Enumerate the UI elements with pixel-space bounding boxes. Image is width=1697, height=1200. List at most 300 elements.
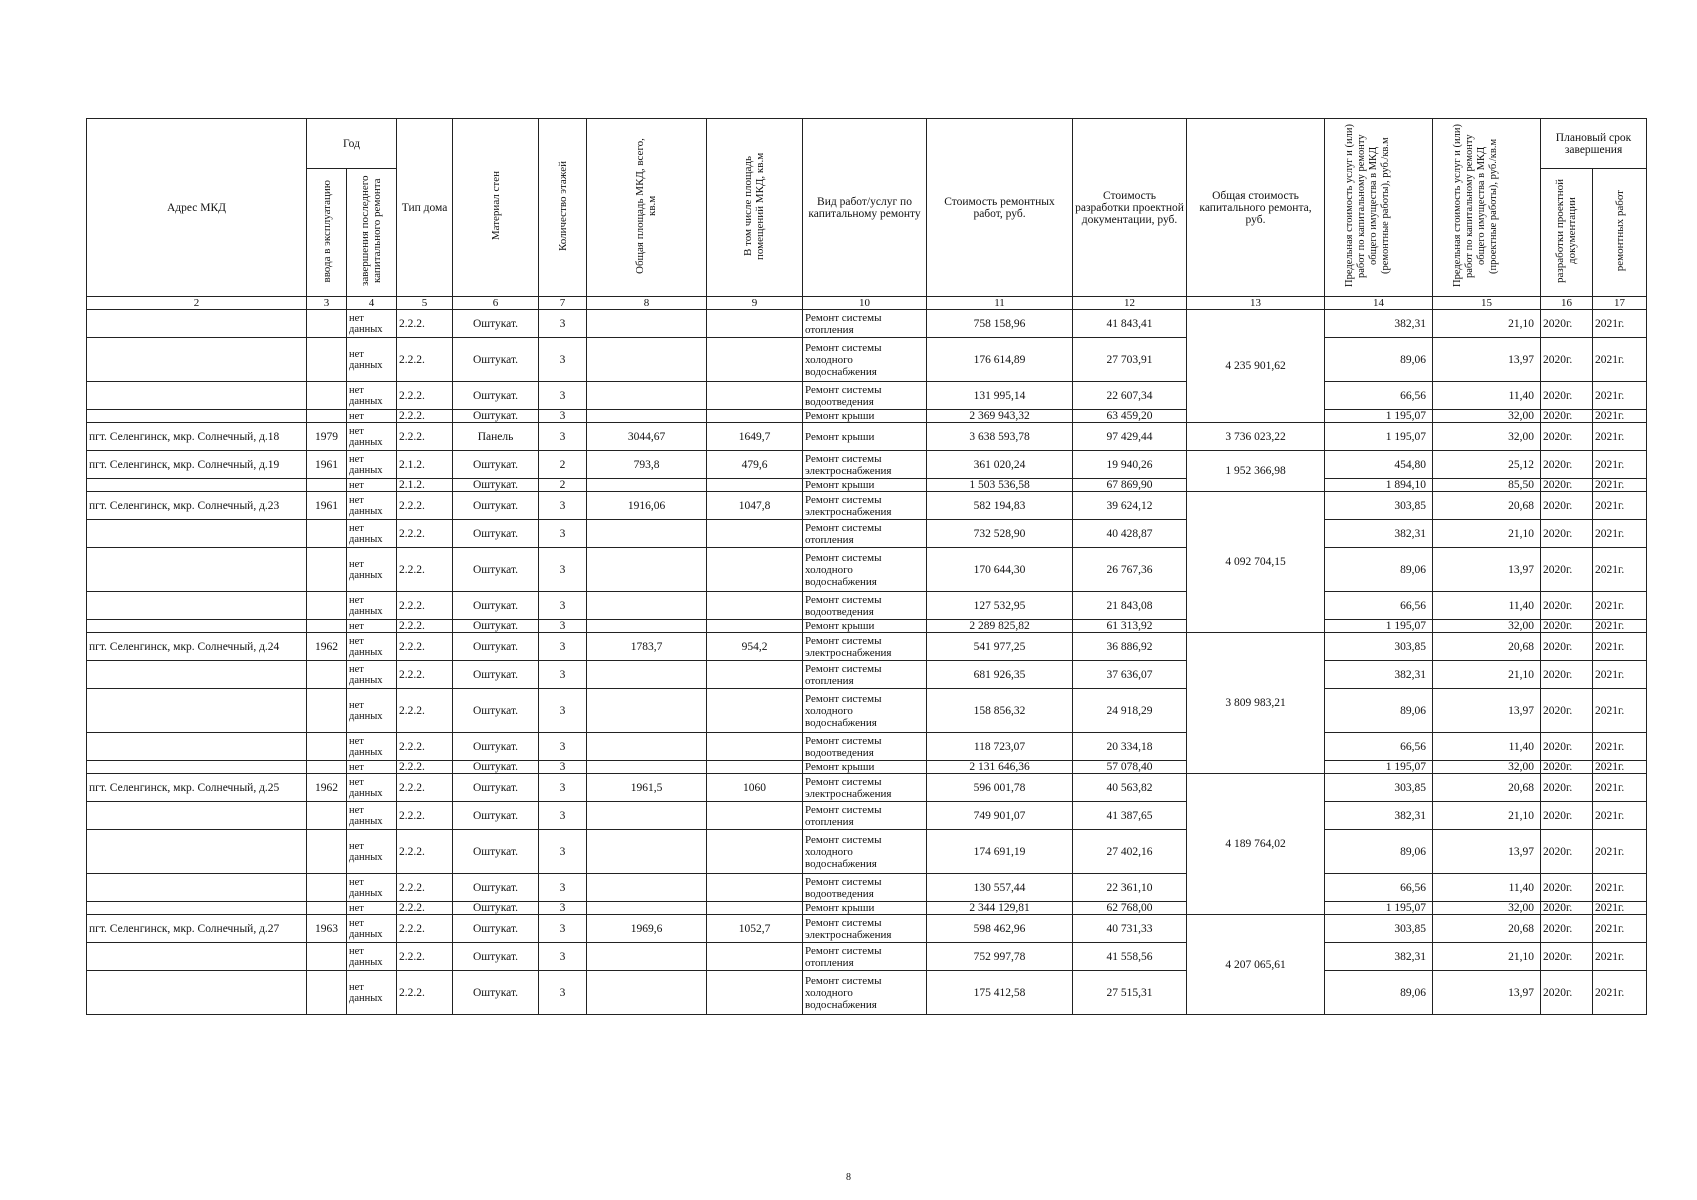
repair-cost-cell: 681 926,35 xyxy=(927,661,1073,689)
table-row xyxy=(87,592,1647,620)
table-row xyxy=(87,971,1647,1015)
house-type-cell: 2.2.2. xyxy=(397,310,453,338)
house-type-cell: 2.2.2. xyxy=(397,382,453,410)
floors-cell: 3 xyxy=(539,943,587,971)
column-number-row xyxy=(87,297,1647,310)
design-cost-cell: 41 558,56 xyxy=(1073,943,1187,971)
deadline-repair-cell: 2021г. xyxy=(1593,492,1647,520)
column-number: 3 xyxy=(307,297,347,310)
wall-material-cell: Оштукат. xyxy=(453,802,539,830)
total-cost-cell: 4 235 901,62 xyxy=(1187,310,1325,423)
total-area-cell xyxy=(587,592,707,620)
wall-material-cell: Оштукат. xyxy=(453,774,539,802)
year-commission-cell: 1979 xyxy=(307,423,347,451)
work-type-cell: Ремонт системы холодного водоснабжения xyxy=(803,689,927,733)
deadline-design-cell: 2020г. xyxy=(1541,830,1593,874)
house-type-cell: 2.2.2. xyxy=(397,689,453,733)
year-commission-cell xyxy=(307,971,347,1015)
wall-material-cell: Оштукат. xyxy=(453,592,539,620)
column-number: 9 xyxy=(707,297,803,310)
year-last-repair-cell: нет данных xyxy=(347,633,397,661)
house-type-cell: 2.2.2. xyxy=(397,492,453,520)
design-cost-cell: 27 515,31 xyxy=(1073,971,1187,1015)
year-commission-cell xyxy=(307,382,347,410)
floors-cell: 3 xyxy=(539,520,587,548)
table-row xyxy=(87,774,1647,802)
column-number: 4 xyxy=(347,297,397,310)
deadline-design-cell: 2020г. xyxy=(1541,971,1593,1015)
repair-cost-cell: 130 557,44 xyxy=(927,874,1073,902)
table-row xyxy=(87,874,1647,902)
wall-material-cell: Оштукат. xyxy=(453,492,539,520)
design-cost-cell: 41 387,65 xyxy=(1073,802,1187,830)
premises-area-cell: 1060 xyxy=(707,774,803,802)
deadline-repair-cell: 2021г. xyxy=(1593,410,1647,423)
address-cell xyxy=(87,902,307,915)
wall-material-cell: Оштукат. xyxy=(453,382,539,410)
repair-cost-cell: 127 532,95 xyxy=(927,592,1073,620)
limit-repair-cell: 303,85 xyxy=(1325,774,1433,802)
year-commission-cell: 1961 xyxy=(307,492,347,520)
floors-cell: 3 xyxy=(539,874,587,902)
column-number: 12 xyxy=(1073,297,1187,310)
column-number: 11 xyxy=(927,297,1073,310)
address-cell xyxy=(87,761,307,774)
year-last-repair-cell: нет данных xyxy=(347,971,397,1015)
total-area-cell xyxy=(587,310,707,338)
design-cost-cell: 40 731,33 xyxy=(1073,915,1187,943)
column-number: 10 xyxy=(803,297,927,310)
repair-plan-sheet xyxy=(86,118,1646,1015)
limit-repair-cell: 1 894,10 xyxy=(1325,479,1433,492)
deadline-design-cell: 2020г. xyxy=(1541,733,1593,761)
limit-design-cell: 20,68 xyxy=(1433,492,1541,520)
deadline-design-cell: 2020г. xyxy=(1541,520,1593,548)
premises-area-cell: 1649,7 xyxy=(707,423,803,451)
limit-design-cell: 11,40 xyxy=(1433,382,1541,410)
year-commission-cell xyxy=(307,620,347,633)
floors-cell: 3 xyxy=(539,410,587,423)
address-cell xyxy=(87,874,307,902)
address-cell xyxy=(87,943,307,971)
year-last-repair-cell: нет данных xyxy=(347,338,397,382)
year-commission-cell xyxy=(307,874,347,902)
address-cell xyxy=(87,338,307,382)
table-row xyxy=(87,633,1647,661)
deadline-repair-cell: 2021г. xyxy=(1593,451,1647,479)
design-cost-cell: 40 428,87 xyxy=(1073,520,1187,548)
total-area-cell xyxy=(587,874,707,902)
floors-cell: 3 xyxy=(539,915,587,943)
address-cell xyxy=(87,479,307,492)
work-type-cell: Ремонт крыши xyxy=(803,479,927,492)
table-row xyxy=(87,761,1647,774)
wall-material-cell: Оштукат. xyxy=(453,451,539,479)
repair-cost-cell: 118 723,07 xyxy=(927,733,1073,761)
address-cell xyxy=(87,592,307,620)
column-number: 8 xyxy=(587,297,707,310)
limit-repair-cell: 1 195,07 xyxy=(1325,902,1433,915)
table-row xyxy=(87,733,1647,761)
house-type-cell: 2.2.2. xyxy=(397,633,453,661)
year-commission-cell xyxy=(307,410,347,423)
house-type-cell: 2.2.2. xyxy=(397,830,453,874)
limit-design-cell: 11,40 xyxy=(1433,733,1541,761)
work-type-cell: Ремонт системы отопления xyxy=(803,661,927,689)
repair-cost-cell: 176 614,89 xyxy=(927,338,1073,382)
address-cell xyxy=(87,520,307,548)
repair-cost-cell: 758 158,96 xyxy=(927,310,1073,338)
deadline-repair-cell: 2021г. xyxy=(1593,902,1647,915)
premises-area-cell xyxy=(707,310,803,338)
work-type-cell: Ремонт системы электроснабжения xyxy=(803,915,927,943)
limit-design-cell: 21,10 xyxy=(1433,802,1541,830)
repair-plan-table xyxy=(86,118,1647,1015)
work-type-cell: Ремонт системы водоотведения xyxy=(803,874,927,902)
header-deadline-group: Плановый срок завершения xyxy=(1541,119,1647,169)
limit-repair-cell: 303,85 xyxy=(1325,492,1433,520)
design-cost-cell: 97 429,44 xyxy=(1073,423,1187,451)
year-last-repair-cell: нет данных xyxy=(347,733,397,761)
house-type-cell: 2.1.2. xyxy=(397,479,453,492)
premises-area-cell: 954,2 xyxy=(707,633,803,661)
deadline-repair-cell: 2021г. xyxy=(1593,592,1647,620)
deadline-design-cell: 2020г. xyxy=(1541,592,1593,620)
deadline-repair-cell: 2021г. xyxy=(1593,633,1647,661)
limit-design-cell: 32,00 xyxy=(1433,761,1541,774)
repair-cost-cell: 582 194,83 xyxy=(927,492,1073,520)
year-last-repair-cell: нет данных xyxy=(347,423,397,451)
limit-design-cell: 21,10 xyxy=(1433,520,1541,548)
total-area-cell xyxy=(587,479,707,492)
deadline-design-cell: 2020г. xyxy=(1541,382,1593,410)
design-cost-cell: 27 402,16 xyxy=(1073,830,1187,874)
deadline-repair-cell: 2021г. xyxy=(1593,689,1647,733)
year-last-repair-cell: нет xyxy=(347,902,397,915)
year-last-repair-cell: нет данных xyxy=(347,520,397,548)
limit-repair-cell: 89,06 xyxy=(1325,971,1433,1015)
table-row xyxy=(87,548,1647,592)
house-type-cell: 2.2.2. xyxy=(397,902,453,915)
year-commission-cell xyxy=(307,548,347,592)
header-house-type: Тип дома xyxy=(397,119,453,297)
limit-repair-cell: 1 195,07 xyxy=(1325,410,1433,423)
deadline-design-cell: 2020г. xyxy=(1541,310,1593,338)
total-area-cell: 1961,5 xyxy=(587,774,707,802)
total-cost-cell: 4 189 764,02 xyxy=(1187,774,1325,915)
deadline-repair-cell: 2021г. xyxy=(1593,943,1647,971)
limit-repair-cell: 89,06 xyxy=(1325,830,1433,874)
column-number: 16 xyxy=(1541,297,1593,310)
header-deadline-repair: ремонтных работ xyxy=(1593,169,1647,297)
limit-design-cell: 21,10 xyxy=(1433,310,1541,338)
house-type-cell: 2.2.2. xyxy=(397,774,453,802)
design-cost-cell: 67 869,90 xyxy=(1073,479,1187,492)
total-area-cell xyxy=(587,943,707,971)
year-commission-cell xyxy=(307,761,347,774)
limit-repair-cell: 382,31 xyxy=(1325,520,1433,548)
repair-cost-cell: 598 462,96 xyxy=(927,915,1073,943)
year-last-repair-cell: нет данных xyxy=(347,548,397,592)
limit-design-cell: 13,97 xyxy=(1433,548,1541,592)
work-type-cell: Ремонт системы водоотведения xyxy=(803,733,927,761)
design-cost-cell: 36 886,92 xyxy=(1073,633,1187,661)
column-number: 13 xyxy=(1187,297,1325,310)
year-last-repair-cell: нет данных xyxy=(347,774,397,802)
limit-design-cell: 13,97 xyxy=(1433,338,1541,382)
premises-area-cell xyxy=(707,338,803,382)
header-deadline-design: разработки проектной документации xyxy=(1541,169,1593,297)
work-type-cell: Ремонт системы холодного водоснабжения xyxy=(803,971,927,1015)
wall-material-cell: Оштукат. xyxy=(453,761,539,774)
house-type-cell: 2.2.2. xyxy=(397,943,453,971)
address-cell: пгт. Селенгинск, мкр. Солнечный, д.23 xyxy=(87,492,307,520)
year-commission-cell: 1962 xyxy=(307,633,347,661)
wall-material-cell: Оштукат. xyxy=(453,915,539,943)
repair-cost-cell: 170 644,30 xyxy=(927,548,1073,592)
work-type-cell: Ремонт крыши xyxy=(803,761,927,774)
wall-material-cell: Оштукат. xyxy=(453,943,539,971)
design-cost-cell: 39 624,12 xyxy=(1073,492,1187,520)
repair-cost-cell: 175 412,58 xyxy=(927,971,1073,1015)
premises-area-cell xyxy=(707,902,803,915)
premises-area-cell xyxy=(707,761,803,774)
total-area-cell xyxy=(587,802,707,830)
wall-material-cell: Оштукат. xyxy=(453,874,539,902)
limit-repair-cell: 382,31 xyxy=(1325,943,1433,971)
total-area-cell xyxy=(587,830,707,874)
limit-repair-cell: 303,85 xyxy=(1325,915,1433,943)
deadline-design-cell: 2020г. xyxy=(1541,689,1593,733)
table-row xyxy=(87,689,1647,733)
year-commission-cell xyxy=(307,592,347,620)
premises-area-cell xyxy=(707,620,803,633)
limit-design-cell: 13,97 xyxy=(1433,830,1541,874)
deadline-design-cell: 2020г. xyxy=(1541,874,1593,902)
limit-repair-cell: 66,56 xyxy=(1325,592,1433,620)
floors-cell: 3 xyxy=(539,902,587,915)
year-commission-cell xyxy=(307,802,347,830)
repair-cost-cell: 2 289 825,82 xyxy=(927,620,1073,633)
address-cell xyxy=(87,410,307,423)
column-number: 7 xyxy=(539,297,587,310)
premises-area-cell xyxy=(707,971,803,1015)
wall-material-cell: Оштукат. xyxy=(453,479,539,492)
design-cost-cell: 26 767,36 xyxy=(1073,548,1187,592)
deadline-repair-cell: 2021г. xyxy=(1593,761,1647,774)
total-area-cell: 1916,06 xyxy=(587,492,707,520)
address-cell xyxy=(87,689,307,733)
work-type-cell: Ремонт системы отопления xyxy=(803,802,927,830)
design-cost-cell: 27 703,91 xyxy=(1073,338,1187,382)
year-last-repair-cell: нет данных xyxy=(347,382,397,410)
work-type-cell: Ремонт системы холодного водоснабжения xyxy=(803,338,927,382)
address-cell: пгт. Селенгинск, мкр. Солнечный, д.27 xyxy=(87,915,307,943)
deadline-design-cell: 2020г. xyxy=(1541,492,1593,520)
work-type-cell: Ремонт системы электроснабжения xyxy=(803,451,927,479)
limit-repair-cell: 66,56 xyxy=(1325,733,1433,761)
wall-material-cell: Оштукат. xyxy=(453,520,539,548)
deadline-repair-cell: 2021г. xyxy=(1593,310,1647,338)
deadline-design-cell: 2020г. xyxy=(1541,451,1593,479)
deadline-design-cell: 2020г. xyxy=(1541,620,1593,633)
address-cell xyxy=(87,802,307,830)
work-type-cell: Ремонт системы холодного водоснабжения xyxy=(803,548,927,592)
address-cell: пгт. Селенгинск, мкр. Солнечный, д.19 xyxy=(87,451,307,479)
deadline-design-cell: 2020г. xyxy=(1541,479,1593,492)
year-last-repair-cell: нет данных xyxy=(347,830,397,874)
repair-cost-cell: 2 369 943,32 xyxy=(927,410,1073,423)
header-address: Адрес МКД xyxy=(87,119,307,297)
table-row xyxy=(87,423,1647,451)
work-type-cell: Ремонт системы отопления xyxy=(803,310,927,338)
limit-repair-cell: 382,31 xyxy=(1325,802,1433,830)
wall-material-cell: Оштукат. xyxy=(453,548,539,592)
total-area-cell xyxy=(587,520,707,548)
table-row xyxy=(87,310,1647,338)
year-last-repair-cell: нет xyxy=(347,620,397,633)
year-commission-cell xyxy=(307,520,347,548)
year-last-repair-cell: нет данных xyxy=(347,310,397,338)
work-type-cell: Ремонт системы холодного водоснабжения xyxy=(803,830,927,874)
total-area-cell xyxy=(587,761,707,774)
deadline-repair-cell: 2021г. xyxy=(1593,382,1647,410)
address-cell xyxy=(87,971,307,1015)
deadline-design-cell: 2020г. xyxy=(1541,548,1593,592)
year-last-repair-cell: нет xyxy=(347,410,397,423)
limit-design-cell: 11,40 xyxy=(1433,592,1541,620)
premises-area-cell xyxy=(707,874,803,902)
total-cost-cell: 4 092 704,15 xyxy=(1187,492,1325,633)
header-total-area: Общая площадь МКД, всего, кв.м xyxy=(587,119,707,297)
table-row xyxy=(87,830,1647,874)
page-number: 8 xyxy=(846,1172,851,1183)
year-commission-cell xyxy=(307,338,347,382)
design-cost-cell: 41 843,41 xyxy=(1073,310,1187,338)
deadline-design-cell: 2020г. xyxy=(1541,423,1593,451)
year-last-repair-cell: нет данных xyxy=(347,915,397,943)
table-row xyxy=(87,410,1647,423)
address-cell xyxy=(87,310,307,338)
house-type-cell: 2.2.2. xyxy=(397,423,453,451)
header-floors: Количество этажей xyxy=(539,119,587,297)
year-commission-cell xyxy=(307,661,347,689)
year-last-repair-cell: нет данных xyxy=(347,874,397,902)
design-cost-cell: 22 607,34 xyxy=(1073,382,1187,410)
floors-cell: 3 xyxy=(539,423,587,451)
work-type-cell: Ремонт системы водоотведения xyxy=(803,592,927,620)
year-commission-cell: 1961 xyxy=(307,451,347,479)
premises-area-cell xyxy=(707,410,803,423)
work-type-cell: Ремонт крыши xyxy=(803,902,927,915)
work-type-cell: Ремонт системы электроснабжения xyxy=(803,774,927,802)
wall-material-cell: Оштукат. xyxy=(453,661,539,689)
deadline-repair-cell: 2021г. xyxy=(1593,661,1647,689)
table-row xyxy=(87,338,1647,382)
limit-design-cell: 32,00 xyxy=(1433,423,1541,451)
deadline-design-cell: 2020г. xyxy=(1541,943,1593,971)
year-last-repair-cell: нет xyxy=(347,479,397,492)
limit-design-cell: 11,40 xyxy=(1433,874,1541,902)
year-commission-cell: 1962 xyxy=(307,774,347,802)
repair-cost-cell: 2 344 129,81 xyxy=(927,902,1073,915)
repair-cost-cell: 749 901,07 xyxy=(927,802,1073,830)
column-number: 5 xyxy=(397,297,453,310)
header-year-commission: ввода в эксплуатацию xyxy=(307,169,347,297)
repair-cost-cell: 361 020,24 xyxy=(927,451,1073,479)
limit-design-cell: 13,97 xyxy=(1433,971,1541,1015)
address-cell: пгт. Селенгинск, мкр. Солнечный, д.24 xyxy=(87,633,307,661)
work-type-cell: Ремонт системы водоотведения xyxy=(803,382,927,410)
floors-cell: 2 xyxy=(539,451,587,479)
repair-cost-cell: 541 977,25 xyxy=(927,633,1073,661)
premises-area-cell xyxy=(707,661,803,689)
address-cell xyxy=(87,382,307,410)
deadline-repair-cell: 2021г. xyxy=(1593,733,1647,761)
table-row xyxy=(87,382,1647,410)
column-number: 17 xyxy=(1593,297,1647,310)
address-cell xyxy=(87,830,307,874)
wall-material-cell: Оштукат. xyxy=(453,620,539,633)
total-area-cell xyxy=(587,902,707,915)
limit-repair-cell: 89,06 xyxy=(1325,548,1433,592)
limit-repair-cell: 382,31 xyxy=(1325,310,1433,338)
column-number: 6 xyxy=(453,297,539,310)
header-limit-design: Предельная стоимость услуг и (или) работ по капитальному ремонту общего имущества в МКД (проектные работы), руб./кв.м xyxy=(1433,119,1541,297)
floors-cell: 3 xyxy=(539,382,587,410)
design-cost-cell: 22 361,10 xyxy=(1073,874,1187,902)
table-row xyxy=(87,915,1647,943)
repair-cost-cell: 174 691,19 xyxy=(927,830,1073,874)
column-number: 14 xyxy=(1325,297,1433,310)
limit-repair-cell: 89,06 xyxy=(1325,689,1433,733)
wall-material-cell: Оштукат. xyxy=(453,902,539,915)
limit-repair-cell: 1 195,07 xyxy=(1325,620,1433,633)
year-last-repair-cell: нет данных xyxy=(347,592,397,620)
total-area-cell xyxy=(587,410,707,423)
repair-cost-cell: 1 503 536,58 xyxy=(927,479,1073,492)
deadline-repair-cell: 2021г. xyxy=(1593,874,1647,902)
wall-material-cell: Оштукат. xyxy=(453,733,539,761)
total-area-cell xyxy=(587,338,707,382)
year-last-repair-cell: нет данных xyxy=(347,661,397,689)
limit-design-cell: 20,68 xyxy=(1433,774,1541,802)
deadline-repair-cell: 2021г. xyxy=(1593,479,1647,492)
wall-material-cell: Панель xyxy=(453,423,539,451)
design-cost-cell: 40 563,82 xyxy=(1073,774,1187,802)
total-area-cell: 1969,6 xyxy=(587,915,707,943)
deadline-design-cell: 2020г. xyxy=(1541,633,1593,661)
floors-cell: 3 xyxy=(539,802,587,830)
house-type-cell: 2.2.2. xyxy=(397,802,453,830)
deadline-design-cell: 2020г. xyxy=(1541,661,1593,689)
limit-design-cell: 13,97 xyxy=(1433,689,1541,733)
deadline-repair-cell: 2021г. xyxy=(1593,520,1647,548)
limit-repair-cell: 382,31 xyxy=(1325,661,1433,689)
design-cost-cell: 19 940,26 xyxy=(1073,451,1187,479)
deadline-design-cell: 2020г. xyxy=(1541,338,1593,382)
house-type-cell: 2.2.2. xyxy=(397,620,453,633)
year-last-repair-cell: нет данных xyxy=(347,451,397,479)
limit-repair-cell: 1 195,07 xyxy=(1325,423,1433,451)
deadline-repair-cell: 2021г. xyxy=(1593,971,1647,1015)
design-cost-cell: 57 078,40 xyxy=(1073,761,1187,774)
limit-design-cell: 85,50 xyxy=(1433,479,1541,492)
table-row xyxy=(87,902,1647,915)
premises-area-cell xyxy=(707,689,803,733)
column-number: 2 xyxy=(87,297,307,310)
year-last-repair-cell: нет данных xyxy=(347,492,397,520)
